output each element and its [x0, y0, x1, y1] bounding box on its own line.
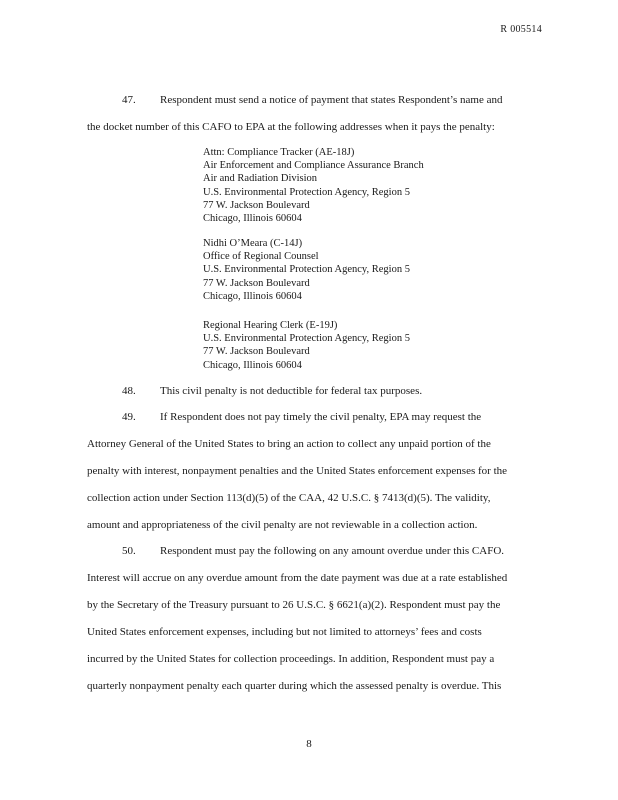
- paragraph-50-line-2: Interest will accrue on any overdue amount from the date payment was due at a rate established: [87, 572, 508, 584]
- address-line: Chicago, Illinois 60604: [203, 212, 302, 224]
- address-block-compliance-tracker: [203, 146, 424, 225]
- address-line: U.S. Environmental Protection Agency, Region 5: [203, 333, 410, 345]
- address-block-regional-counsel: [203, 237, 410, 303]
- paragraph-49-line-3: penalty with interest, nonpayment penalties and the United States enforcement expenses for the: [87, 465, 508, 477]
- paragraph-47-number: 47.: [122, 94, 136, 106]
- paragraph-49-line-5: amount and appropriateness of the civil penalty are not reviewable in a collection action.: [87, 519, 478, 531]
- address-line: Nidhi O’Meara (C-14J): [203, 238, 303, 249]
- paragraph-48-line-1: This civil penalty is not deductible for federal tax purposes.: [160, 385, 423, 397]
- address-line: Air Enforcement and Compliance Assurance Branch: [203, 160, 424, 172]
- paragraph-47-line-1: Respondent must send a notice of payment that states Respondent’s name and: [160, 94, 503, 106]
- paragraph-49-line-1: If Respondent does not pay timely the civil penalty, EPA may request the: [160, 411, 482, 423]
- paragraph-49-line-4: collection action under Section 113(d)(5) of the CAA, 42 U.S.C. § 7413(d)(5). The validity,: [87, 492, 491, 504]
- address-line: 77 W. Jackson Boulevard: [203, 199, 310, 211]
- paragraph-50-number: 50.: [122, 545, 136, 557]
- address-line: Air and Radiation Division: [203, 173, 318, 185]
- bates-number: R 005514: [500, 24, 542, 35]
- address-line: 77 W. Jackson Boulevard: [203, 277, 310, 289]
- address-line: Regional Hearing Clerk (E-19J): [203, 320, 338, 331]
- paragraph-50-line-1: Respondent must pay the following on any amount overdue under this CAFO.: [160, 545, 505, 557]
- paragraph-50-line-5: incurred by the United States for collection proceedings. In addition, Respondent must pay a: [87, 653, 495, 665]
- address-line: Attn: Compliance Tracker (AE-18J): [203, 147, 355, 158]
- address-line: Chicago, Illinois 60604: [203, 290, 302, 302]
- page-number: 8: [306, 738, 312, 750]
- paragraph-50-line-6: quarterly nonpayment penalty each quarter during which the assessed penalty is overdue. This: [87, 680, 502, 692]
- paragraph-49-line-2: Attorney General of the United States to bring an action to collect any unpaid portion of the: [87, 438, 491, 450]
- address-line: Office of Regional Counsel: [203, 251, 319, 263]
- address-line: U.S. Environmental Protection Agency, Region 5: [203, 264, 410, 276]
- address-line: U.S. Environmental Protection Agency, Region 5: [203, 186, 410, 198]
- address-line: Chicago, Illinois 60604: [203, 359, 302, 371]
- address-block-hearing-clerk: [203, 319, 410, 372]
- paragraph-50-line-4: United States enforcement expenses, including but not limited to attorneys’ fees and costs: [87, 626, 482, 638]
- paragraph-49-number: 49.: [122, 411, 136, 423]
- address-line: 77 W. Jackson Boulevard: [203, 346, 310, 358]
- paragraph-50-line-3: by the Secretary of the Treasury pursuant to 26 U.S.C. § 6621(a)(2). Respondent must pay the: [87, 599, 501, 611]
- paragraph-48-number: 48.: [122, 385, 136, 397]
- paragraph-47-line-2: the docket number of this CAFO to EPA at the following addresses when it pays the penalty:: [87, 121, 495, 133]
